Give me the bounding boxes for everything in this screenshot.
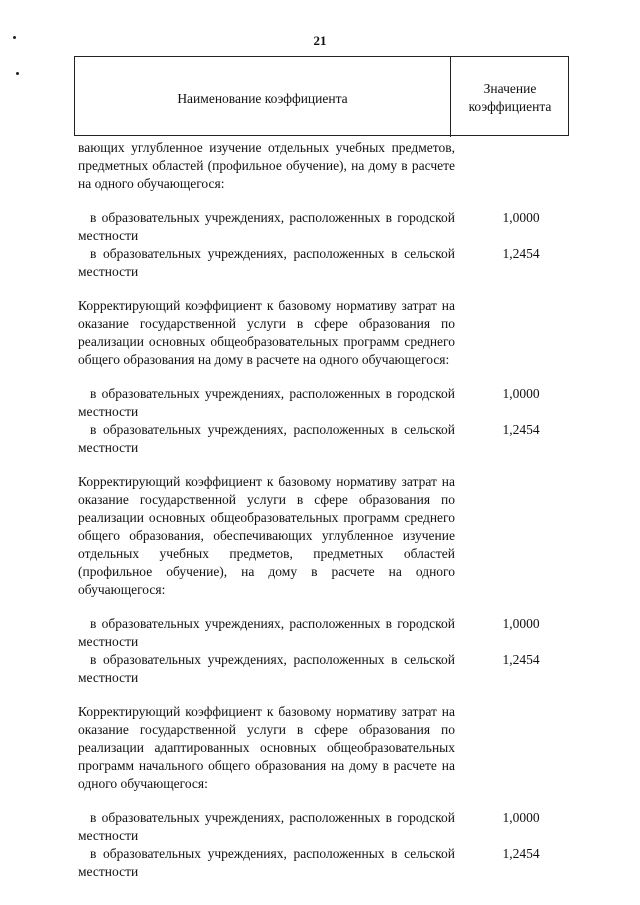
row-value: 1,0000: [502, 386, 540, 401]
section-intro: Корректирующий коэффициент к базовому нормативу затрат на оказание государственной услуги в сфере образования по реализации основных общеобразовательных программ среднего общего образования, обеспечивающих углубленное изучение отдельных учебных предметов, предметных областей (профильное обучение), на дому в расчете на одного обучающегося:: [78, 474, 455, 597]
header-value-line1: Значение: [483, 81, 537, 96]
row-label: в образовательных учреждениях, расположенных в городской местности: [78, 810, 455, 843]
section-rows: [78, 385, 568, 457]
row-value: 1,0000: [502, 616, 540, 631]
header-bottom-line: [74, 135, 569, 136]
row-label: в образовательных учреждениях, расположенных в сельской местности: [78, 422, 455, 455]
section-rows: [78, 809, 568, 881]
header-name-column: Наименование коэффициента: [177, 91, 348, 106]
scan-dot-top: [13, 36, 16, 39]
row-value: 1,2454: [502, 652, 540, 667]
row-value: 1,0000: [502, 210, 540, 225]
row-label: в образовательных учреждениях, расположенных в городской местности: [78, 616, 455, 649]
table-row: [78, 245, 568, 281]
table-row: [78, 615, 568, 651]
page-number: 21: [313, 33, 327, 48]
row-value: 1,2454: [502, 422, 540, 437]
row-value: 1,2454: [502, 246, 540, 261]
first-rows: [78, 209, 568, 281]
row-value: 1,0000: [502, 810, 540, 825]
row-value: 1,2454: [502, 846, 540, 861]
header-value-line2: коэффициента: [468, 99, 552, 114]
row-label: в образовательных учреждениях, расположенных в сельской местности: [78, 652, 455, 685]
table-row: [78, 809, 568, 845]
table-row: [78, 845, 568, 881]
row-label: в образовательных учреждениях, расположенных в городской местности: [78, 210, 455, 243]
row-label: в образовательных учреждениях, расположенных в сельской местности: [78, 846, 455, 879]
table-row: [78, 209, 568, 245]
table-row: [78, 385, 568, 421]
scan-dot-middle: [16, 72, 19, 75]
section-intro: Корректирующий коэффициент к базовому нормативу затрат на оказание государственной услуги в сфере образования по реализации основных общеобразовательных программ среднего общего образования на дому в расчете на одного обучающегося:: [78, 298, 455, 367]
table-body: [78, 139, 568, 897]
table-row: [78, 421, 568, 457]
section-rows: [78, 615, 568, 687]
row-label: в образовательных учреждениях, расположенных в городской местности: [78, 386, 455, 419]
section-intro: Корректирующий коэффициент к базовому нормативу затрат на оказание государственной услуги в сфере образования по реализации адаптированных основных общеобразовательных программ начального общего образования на дому в расчете на одного обучающегося:: [78, 704, 455, 791]
table-row: [78, 651, 568, 687]
table-header: [74, 56, 569, 136]
row-label: в образовательных учреждениях, расположенных в сельской местности: [78, 246, 455, 279]
continuation-text: вающих углубленное изучение отдельных учебных предметов, предметных областей (профильное обучение), на дому в расчете на одного обучающегося:: [78, 140, 455, 191]
header-value-column: [451, 57, 569, 137]
